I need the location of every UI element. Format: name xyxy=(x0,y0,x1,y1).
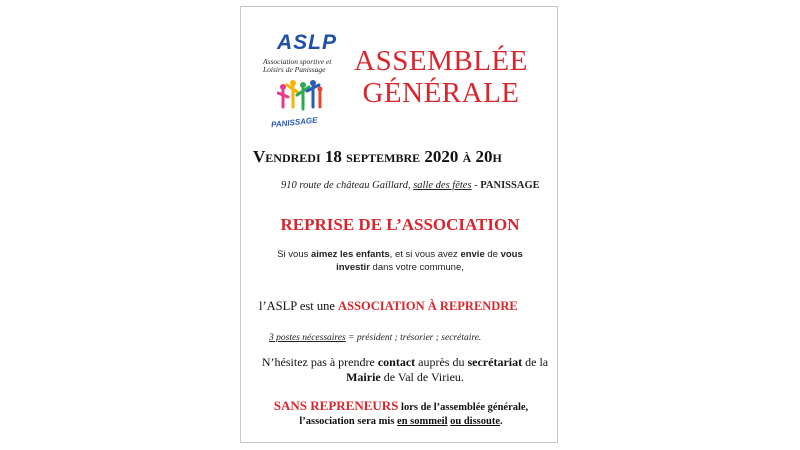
address-street: 910 route de château Gaillard, xyxy=(281,180,411,191)
invitation-text xyxy=(271,248,529,274)
contact-bold-3: Mairie xyxy=(346,370,381,384)
closing-text-3: . xyxy=(500,416,503,427)
people-logo-icon xyxy=(277,77,323,117)
closing-notice xyxy=(249,399,553,429)
closing-underline-2: ou dissoute xyxy=(450,416,501,427)
contact-text-4: de Val de Virieu. xyxy=(380,370,464,384)
event-address xyxy=(281,180,540,191)
invite-bold-3: vous investir xyxy=(336,249,523,273)
address-town: PANISSAGE xyxy=(480,180,540,191)
invite-text-2: , et si vous avez xyxy=(389,249,461,260)
status-highlight: ASSOCIATION À REPRENDRE xyxy=(338,299,518,313)
logo-subtitle: Association sportive et Loisirs de Panissage xyxy=(263,57,332,74)
logo-town: PANISSAGE xyxy=(270,115,318,130)
closing-text-1: lors de l’assemblée générale, l’association sera mis xyxy=(299,402,529,427)
logo-title: ASLP xyxy=(277,31,338,54)
address-place: salle des fêtes xyxy=(413,180,472,191)
address-separator: - xyxy=(471,180,481,191)
title-line-2: GÉNÉRALE xyxy=(362,77,520,109)
invite-text-4: dans votre commune, xyxy=(369,262,464,273)
contact-bold-1: contact xyxy=(377,355,416,369)
status-prefix: l’ASLP est une xyxy=(259,299,339,313)
title-line-1: ASSEMBLÉE xyxy=(354,45,528,77)
closing-underline-1: en sommeil xyxy=(397,416,448,427)
reprise-heading: REPRISE DE L’ASSOCIATION xyxy=(280,215,520,234)
flyer-page xyxy=(240,6,558,443)
contact-text xyxy=(255,355,555,385)
invite-bold-2: envie xyxy=(460,249,485,260)
contact-text-3: de la xyxy=(522,355,549,369)
invite-bold-1: aimez les enfants xyxy=(311,249,390,260)
event-date: Vendredi 18 septembre 2020 à 20h xyxy=(253,147,502,166)
positions-list: = président ; trésorier ; secrétaire. xyxy=(345,333,482,343)
invite-text-3: de xyxy=(484,249,501,260)
closing-highlight: SANS REPRENEURS xyxy=(273,398,399,413)
contact-bold-2: secrétariat xyxy=(467,355,523,369)
invite-text-1: Si vous xyxy=(277,249,311,260)
association-status xyxy=(259,299,518,314)
positions-needed xyxy=(269,333,481,343)
contact-text-2: auprès du xyxy=(415,355,468,369)
contact-text-1: N’hésitez pas à prendre xyxy=(261,355,378,369)
positions-label: 3 postes nécessaires xyxy=(269,333,346,343)
